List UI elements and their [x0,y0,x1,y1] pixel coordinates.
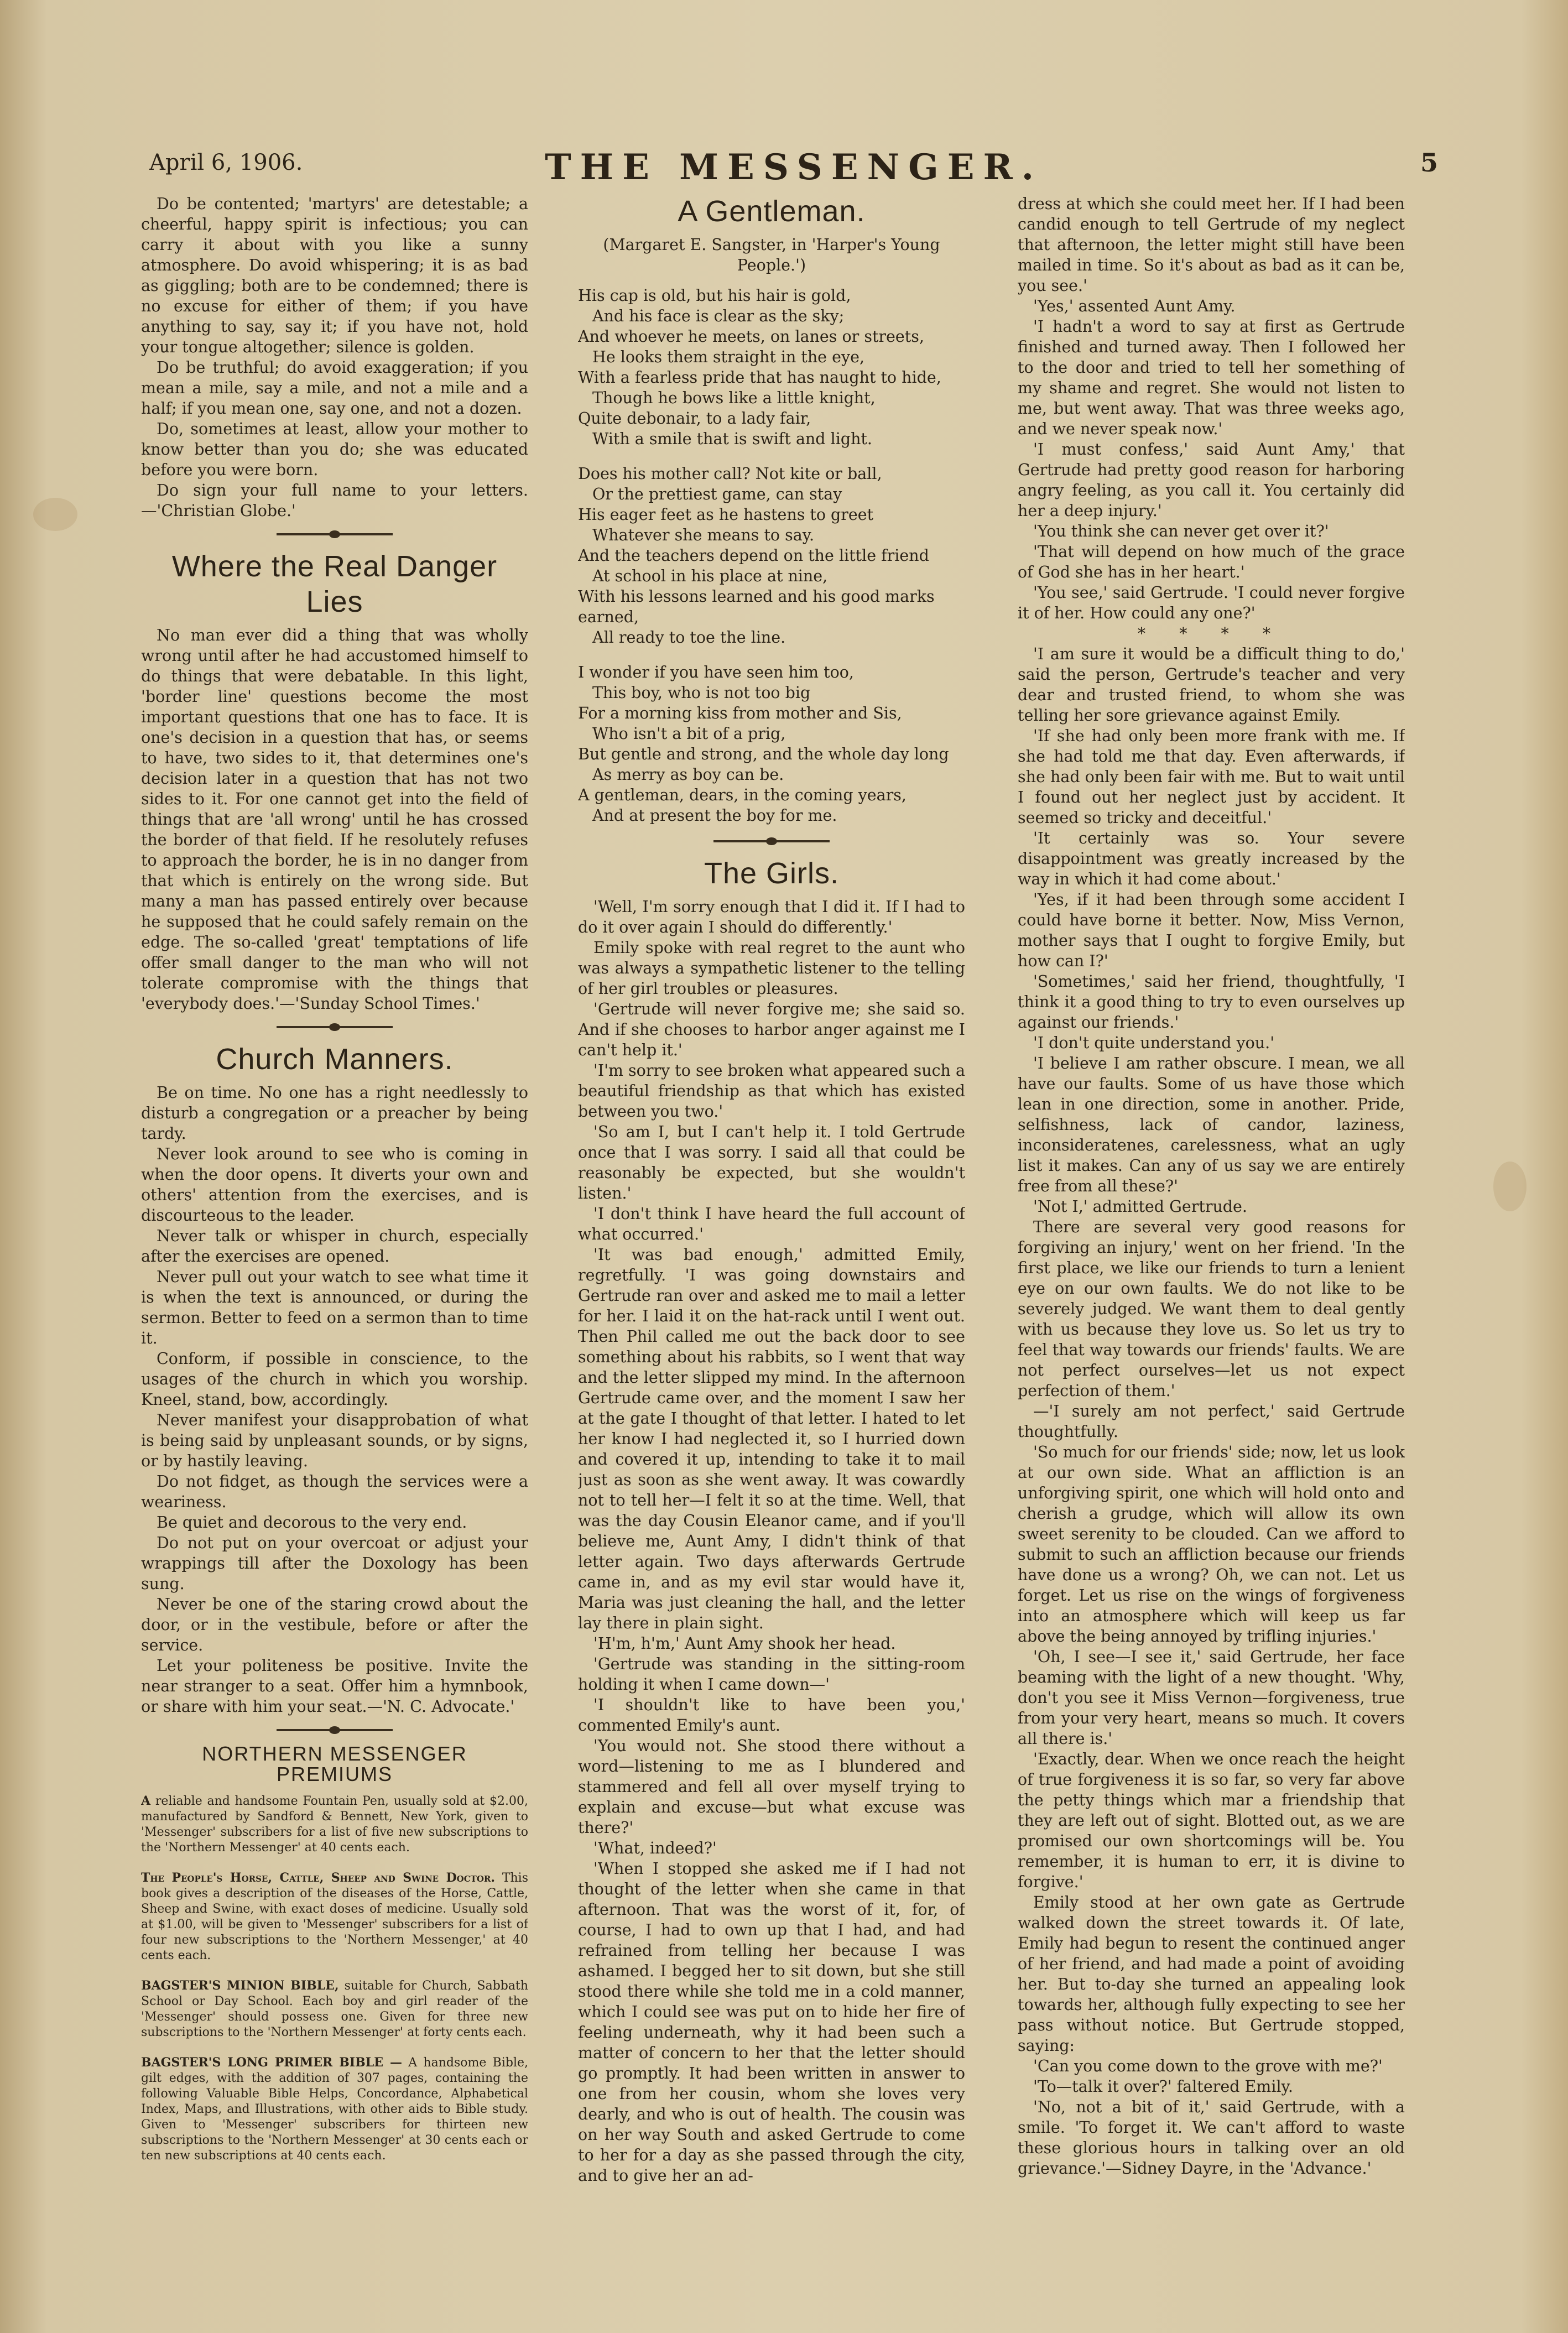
paragraph: Do not fidget, as though the services were a weariness. [141,1472,528,1511]
paragraph: Do be contented; 'martyrs' are detestable; a cheerful, happy spirit is infectious; you can carry it about with you like a sunny atmosphere. Do avoid whispering; it is as bad as giggling; both are to be condemned; there is no excuse for either of them; if you have anything to say, say it; if you have not, hold your tongue altogether; silence is golden. [141,195,528,356]
poem-line: I wonder if you have seen him too, [578,663,854,681]
poem-line: With a fearless pride that has naught to hide, [578,368,941,387]
paragraph: 'Gertrude was standing in the sitting-room holding it when I came down—' [578,1655,965,1694]
paragraph: 'Gertrude will never forgive me; she said so. And if she chooses to harbor anger against me I can't help it.' [578,1000,965,1059]
paragraph: Conform, if possible in conscience, to the usages of the church in which you worship. Kneel, stand, bow, accordingly. [141,1350,528,1409]
poem-line: Whatever she means to say. [592,526,815,544]
paragraph: 'I hadn't a word to say at first as Gertrude finished and turned away. Then I followed her to the door and tried to tell her something of my shame and regret. She would not listen to me, but went away. That was three weeks ago, and we never speak now.' [1018,317,1405,438]
column-right [1018,194,1405,2306]
page-number: 5 [1420,148,1438,178]
page-header [149,147,1438,191]
poem-line: Quite debonair, to a lady fair, [578,409,811,428]
poem-line: And the teachers depend on the little friend [578,546,929,565]
premium-lead: A [141,1794,151,1808]
paragraph: 'So much for our friends' side; now, let us look at our own side. What an affliction is an unforgiving spirit, one which will hold onto and cherish a grudge, which will allow its own sweet serenity to be clouded. Can we afford to submit to such an affliction because our friends have done us a wrong? Oh, we can not. Let us forget. Let us rise on the wings of forgiveness into an atmosphere which will keep us far above the being annoyed by trifling injuries.' [1018,1443,1405,1645]
masthead-title: THE MESSENGER. [545,147,1043,188]
premium-text: suitable for Church, Sabbath School or Day School. Each boy and girl reader of the 'Messenger' should possess one. Given for three new subscriptions to the 'Northern Messenger' at forty cents each. [141,1979,528,2039]
paragraph: Be quiet and decorous to the very end. [157,1513,467,1532]
paragraph: 'I don't quite understand you.' [1033,1034,1275,1052]
stanza [578,464,965,648]
paragraph: 'No, not a bit of it,' said Gertrude, with a smile. 'To forget it. We can't afford to waste these glorious hours in talking over an old grievance.'—Sidney Dayre, in the 'Advance.' [1018,2098,1405,2178]
premium-item [141,1978,528,2040]
paragraph: 'I shouldn't like to have been you,' commented Emily's aunt. [578,1696,965,1735]
paragraph: Do sign your full name to your letters.—'Christian Globe.' [141,481,528,520]
paragraph: 'H'm, h'm,' Aunt Amy shook her head. [593,1634,896,1653]
poem-line: This boy, who is not too big [592,684,811,702]
paper-stain [1493,1162,1527,1211]
paragraph: 'It was bad enough,' admitted Emily, regretfully. 'I was going downstairs and Gertrude ran over and asked me to mail a letter for her. I laid it on the hat-rack until I went out. Then Phil called me out the back door to see something about his rabbits, so I went that way and the letter slipped my mind. In the afternoon Gertrude came over, and the moment I saw her at the gate I thought of that letter. I hated to let her know I had neglected it, so I hurried down and covered it up, intending to take it to mail just as soon as she went away. It was cowardly not to tell her—I felt it so at the time. Well, that was the day Cousin Eleanor came, and if you'll believe me, Aunt Amy, I didn't think of that letter again. Two days afterwards Gertrude came in, and as my evil star would have it, Maria was just cleaning the hall, and the letter lay there in plain sight. [578,1246,965,1632]
paragraph: 'Sometimes,' said her friend, thoughtfully, 'I think it a good thing to try to even ourselves up against our friends.' [1018,972,1405,1032]
paragraph: 'It certainly was so. Your severe disappointment was greatly increased by the way in which it had come about.' [1018,829,1405,888]
poem-line: His cap is old, but his hair is gold, [578,287,851,305]
poem-line: At school in his place at nine, [592,567,828,585]
poem-line: And his face is clear as the sky; [592,307,845,325]
section-stars: * * * * [1137,624,1285,643]
poem-line: As merry as boy can be. [592,765,784,784]
issue-date: April 6, 1906. [149,150,303,175]
article-title-church-manners: Church Manners. [216,1043,454,1076]
paragraph: —'I surely am not perfect,' said Gertrude thoughtfully. [1018,1402,1405,1441]
paragraph: 'I don't think I have heard the full account of what occurred.' [578,1205,965,1243]
paragraph: Never talk or whisper in church, especially after the exercises are opened. [141,1227,528,1266]
section-divider [277,1729,393,1731]
paragraph: 'I must confess,' said Aunt Amy,' that Gertrude had pretty good reason for harboring angry feeling, as you call it. You certainly did her a deep injury.' [1018,440,1405,520]
paragraph: 'Not I,' admitted Gertrude. [1033,1197,1247,1216]
poem-line: He looks them straight in the eye, [592,348,865,366]
premium-item [141,1870,528,1964]
paragraph: 'Can you come down to the grove with me?' [1033,2057,1383,2075]
premium-text: A handsome Bible, gilt edges, with the addition of 307 pages, containing the following Valuable Bible Helps, Concordance, Alphabetical Index, Maps, and Illustrations, with other aids to Bible study. Given to 'Messenger' subscribers for thirteen new subscriptions to the 'Northern Messenger' at 30 cents each or ten new subscriptions at 40 cents each. [141,2056,528,2163]
premium-lead: BAGSTER'S MINION BIBLE, [141,1978,339,1993]
paragraph: Do, sometimes at least, allow your mother to know better than you do; she was educated before you were born. [141,420,528,479]
paragraph: Do not put on your overcoat or adjust your wrappings till after the Doxology has been sung. [141,1534,528,1593]
paragraph: Never look around to see who is coming in when the door opens. It diverts your own and others' attention from the exercises, and is discourteous to the leader. [141,1145,528,1225]
column-left [141,194,528,2306]
paragraph: 'You see,' said Gertrude. 'I could never forgive it of her. How could any one?' [1018,584,1405,622]
paragraph: 'I am sure it would be a difficult thing to do,' said the person, Gertrude's teacher and very dear and trusted friend, to whom she was telling her sore grievance against Emily. [1018,645,1405,725]
paragraph: Never be one of the staring crowd about the door, or in the vestibule, before or after the service. [141,1595,528,1654]
poem-line: A gentleman, dears, in the coming years, [578,786,907,804]
paragraph: 'Yes, if it had been through some accident I could have borne it better. Now, Miss Vernon, mother says that I ought to forgive Emily, but how can I?' [1018,891,1405,970]
poem [578,285,965,826]
section-divider [277,533,393,535]
premium-item [141,1793,528,1856]
paragraph: Let your politeness be positive. Invite the near stranger to a seat. Offer him a hymnbook, or share with him your seat.—'N. C. Advocate.' [141,1657,528,1716]
section-divider [713,840,830,842]
poem-line: And at present the boy for me. [592,806,837,825]
poem-line: And whoever he meets, on lanes or streets, [578,327,924,346]
paragraph: 'Exactly, dear. When we once reach the height of true forgiveness it is so far, so very far above the petty things which mar a friendship that they are left out of sight. Blotted out, as we are promised our own shortcomings will be. You remember, it is human to err, it is divine to forgive.' [1018,1750,1405,1891]
paragraph: Never manifest your disapprobation of what is being said by unpleasant sounds, or by signs, or by hastily leaving. [141,1411,528,1470]
paragraph: 'That will depend on how much of the grace of God she has in her heart.' [1018,543,1405,581]
poem-byline: (Margaret E. Sangster, in 'Harper's Young People.') [603,236,940,274]
paragraph: Be on time. No one has a right needlessly to disturb a congregation or a preacher by being tardy. [141,1084,528,1143]
premium-lead: BAGSTER'S LONG PRIMER BIBLE — [141,2055,402,2070]
section-divider [277,1026,393,1028]
premium-lead: The People's Horse, Cattle, Sheep and Swine Doctor. [141,1871,496,1885]
poem-line: But gentle and strong, and the whole day long [578,745,949,763]
paragraph: 'I'm sorry to see broken what appeared such a beautiful friendship as that which has existed between you two.' [578,1061,965,1121]
poem-line: All ready to toe the line. [592,628,786,647]
stanza [578,285,965,449]
column-middle [578,194,965,2306]
paper-stain [33,498,77,531]
premium-item [141,2055,528,2164]
paragraph: Do be truthful; do avoid exaggeration; if you mean a mile, say a mile, and not a mile and a half; if you mean one, say one, and not a dozen. [141,358,528,418]
paragraph: 'Yes,' assented Aunt Amy. [1033,297,1236,315]
paragraph: 'What, indeed?' [593,1839,717,1857]
paragraph: No man ever did a thing that was wholly wrong until after he had accustomed himself to do things that were debatable. In this light, 'border line' questions become the most important questions that one has to face. It is one's decision in a question that has, or seems to have, two sides to it, that determines one's decision later in a question that has not two sides to it. For one cannot get into the field of things that are 'all wrong' until he has crossed the border of that field. If he resolutely refuses to approach the border, he is in no danger from that which is entirely on the wrong side. But many a man has passed entirely over because he supposed that he could safely remain on the edge. The so-called 'great' temptations of life offer small danger to the man who will not tolerate compromise with the things that 'everybody does.'—'Sunday School Times.' [141,626,528,1013]
paragraph: dress at which she could meet her. If I had been candid enough to tell Gertrude of my neglect that afternoon, the letter might still have been mailed in time. So it's about as bad as it can be, you see.' [1018,195,1405,295]
paragraph: Emily stood at her own gate as Gertrude walked down the street towards it. Of late, Emily had begun to resent the continued anger of her friend, and had made a point of avoiding her. But to-day she turned an appealing look towards her, although fully expecting to see her pass without notice. But Gertrude stopped, saying: [1018,1893,1405,2055]
paragraph: 'I believe I am rather obscure. I mean, we all have our faults. Some of us have those which lean in one direction, some in another. Pride, selfishness, lack of candor, laziness, inconsideratenes, carelessness, what an ugly list it makes. Can any of us say we are entirely free from all these?' [1018,1054,1405,1195]
poem-line: Though he bows like a little knight, [592,389,876,407]
premium-text: reliable and handsome Fountain Pen, usually sold at $2.00, manufactured by Sandford & Bennett, New York, given to 'Messenger' subscribers for a list of five new subscriptions to the 'Northern Messenger' at 40 cents each. [141,1794,528,1855]
poem-line: His eager feet as he hastens to greet [578,506,874,524]
article-title-gentleman: A Gentleman. [678,195,866,228]
poem-line: Does his mother call? Not kite or ball, [578,465,882,483]
paragraph: There are several very good reasons for forgiving an injury,' went on her friend. 'In the first place, we like our friends to turn a lenient eye on our own faults. We do not like to be severely judged. We want them to deal gently with us because they love us. So let us try to feel that way towards our friends' faults. We are not perfect ourselves—let us not expect perfection of them.' [1018,1218,1405,1400]
poem-line: With his lessons learned and his good marks earned, [578,587,935,626]
paragraph: 'You would not. She stood there without a word—listening to me as I blundered and stammered and fell all over myself trying to explain and excuse—but what excuse was there?' [578,1737,965,1837]
paragraph: 'To—talk it over?' faltered Emily. [1033,2077,1293,2096]
premium-text: This book gives a description of the diseases of the Horse, Cattle, Sheep and Swine, with exact doses of medicine. Usually sold at $1.00, will be given to 'Messenger' subscribers for a list of four new subscriptions to the 'Northern Messenger,' at 40 cents each. [141,1871,528,1962]
paragraph: 'Oh, I see—I see it,' said Gertrude, her face beaming with the light of a new thought. 'Why, don't you see it Miss Vernon—forgiveness, true from your very heart, means so much. It covers all there is.' [1018,1648,1405,1748]
article-title-girls: The Girls. [704,857,840,890]
paragraph: 'If she had only been more frank with me. If she had told me that day. Even afterwards, if she had only been fair with me. But to wait until I found out her neglect just by accident. It seemed so tricky and deceitful.' [1018,727,1405,827]
paragraph: Emily spoke with real regret to the aunt who was always a sympathetic listener to the telling of her girl troubles or pleasures. [578,939,965,998]
paragraph: 'When I stopped she asked me if I had not thought of the letter when she came in that afternoon. That was the worst of it, for, of course, I had to own up that I had, and had refrained from telling her because I was ashamed. I begged her to sit down, but she still stood there while she told me in a cold manner, which I could see was put on to hide her fire of feeling underneath, why it had been such a matter of concern to her that the letter should go promptly. It had been written in answer to one from her cousin, whom she loves very dearly, and who is out of health. The cousin was on her way South and asked Gertrude to come to her for a day as she passed through the city, and to give her an ad- [578,1860,965,2185]
poem-line: For a morning kiss from mother and Sis, [578,704,902,722]
paragraph: Never pull out your watch to see what time it is when the text is announced, or during the sermon. Better to feed on a sermon than to time it. [141,1268,528,1347]
article-title-danger: Where the Real Danger Lies [171,550,498,618]
poem-line: Who isn't a bit of a prig, [592,725,786,743]
stanza [578,662,965,826]
paragraph: 'Well, I'm sorry enough that I did it. If I had to do it over again I should do differently.' [578,898,965,936]
paragraph: 'So am I, but I can't help it. I told Gertrude once that I was sorry. I said all that could be reasonably be expected, but she wouldn't listen.' [578,1123,965,1202]
poem-line: Or the prettiest game, can stay [592,485,842,503]
premiums-heading: NORTHERN MESSENGER PREMIUMS [202,1742,467,1785]
poem-line: With a smile that is swift and light. [592,430,872,448]
paragraph: 'You think she can never get over it?' [1033,522,1329,540]
